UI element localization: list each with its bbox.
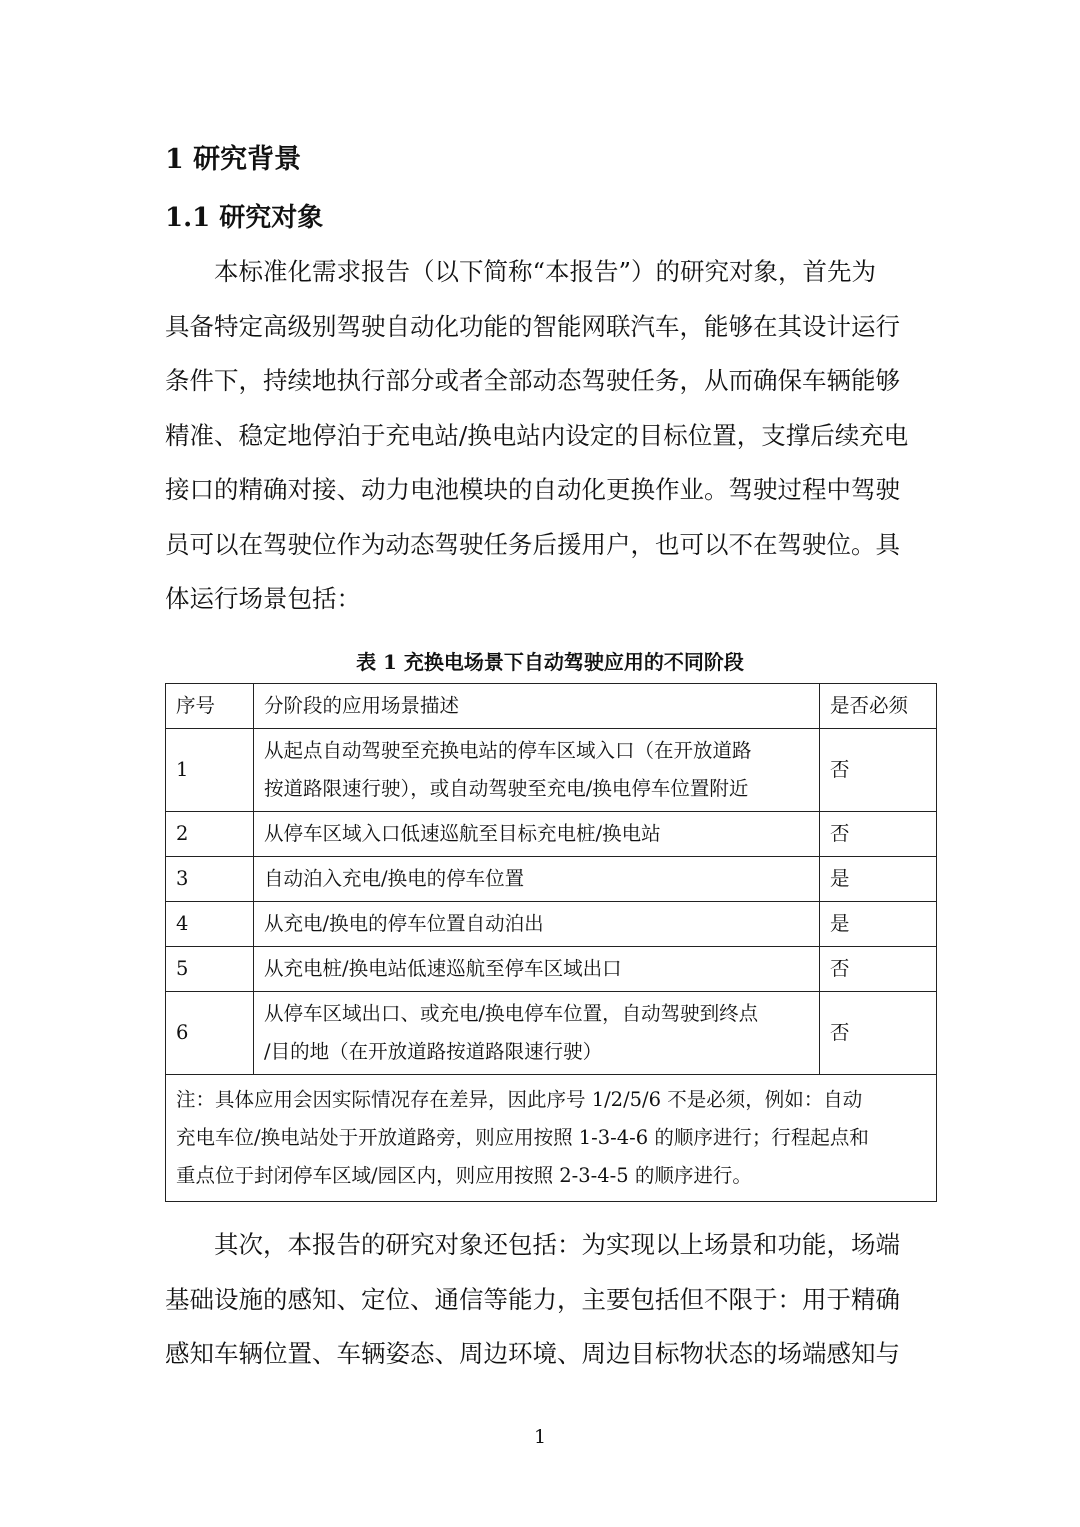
- row-required: 否: [820, 812, 937, 857]
- row-desc-line: 从起点自动驾驶至充换电站的停车区域入口（在开放道路: [264, 739, 752, 762]
- table-row: [166, 947, 937, 992]
- table-row: [166, 857, 937, 902]
- subsection-heading: 1.1 研究对象: [165, 203, 324, 233]
- note-line: 重点位于封闭停车区域/园区内，则应用按照 2-3-4-5 的顺序进行。: [176, 1164, 752, 1187]
- paragraph-line: 其次，本报告的研究对象还包括：为实现以上场景和功能，场端: [214, 1230, 900, 1259]
- table-row: [166, 992, 937, 1075]
- row-no: 4: [166, 902, 254, 947]
- row-desc: [254, 992, 820, 1075]
- row-no: 6: [166, 992, 254, 1075]
- paragraph-line: 条件下，持续地执行部分或者全部动态驾驶任务，从而确保车辆能够: [165, 366, 900, 395]
- table-row: [166, 729, 937, 812]
- paragraph-secondary-object: [165, 1218, 917, 1382]
- row-desc: 从停车区域入口低速巡航至目标充电桩/换电站: [254, 812, 820, 857]
- paragraph-research-object: [165, 245, 917, 627]
- row-required: 否: [820, 992, 937, 1075]
- row-desc-line: 按道路限速行驶），或自动驾驶至充电/换电停车位置附近: [264, 777, 749, 800]
- note-line: 充电车位/换电站处于开放道路旁，则应用按照 1-3-4-6 的顺序进行；行程起点和: [176, 1126, 869, 1149]
- row-no: 1: [166, 729, 254, 812]
- row-required: 否: [820, 729, 937, 812]
- paragraph-line: 基础设施的感知、定位、通信等能力，主要包括但不限于：用于精确: [165, 1284, 900, 1314]
- page-number: 1: [533, 1426, 547, 1448]
- paragraph-line: 精准、稳定地停泊于充电站/换电站内设定的目标位置，支撑后续充电: [165, 420, 909, 450]
- paragraph-line: 接口的精确对接、动力电池模块的自动化更换作业。驾驶过程中驾驶: [165, 475, 900, 504]
- row-desc: [254, 729, 820, 812]
- paragraph-line: 体运行场景包括：: [165, 584, 361, 613]
- table-row: [166, 902, 937, 947]
- table-note: [166, 1075, 937, 1202]
- table-row: [166, 812, 937, 857]
- row-no: 2: [166, 812, 254, 857]
- scenario-table: [165, 683, 937, 1202]
- paragraph-line: 具备特定高级别驾驶自动化功能的智能网联汽车，能够在其设计运行: [165, 311, 900, 341]
- paragraph-line: 感知车辆位置、车辆姿态、周边环境、周边目标物状态的场端感知与: [165, 1339, 900, 1368]
- table-header-row: [166, 684, 937, 729]
- row-desc-line: /目的地（在开放道路按道路限速行驶）: [264, 1040, 603, 1063]
- row-required: 否: [820, 947, 937, 992]
- paragraph-line: 员可以在驾驶位作为动态驾驶任务后援用户，也可以不在驾驶位。具: [165, 529, 900, 559]
- row-required: 是: [820, 902, 937, 947]
- section-heading: 1 研究背景: [165, 144, 302, 175]
- table-caption: 表 1 充换电场景下自动驾驶应用的不同阶段: [356, 650, 744, 674]
- row-no: 5: [166, 947, 254, 992]
- row-desc: 自动泊入充电/换电的停车位置: [254, 857, 820, 902]
- paragraph-line: 本标准化需求报告（以下简称“本报告”）的研究对象，首先为: [214, 257, 877, 286]
- row-desc-line: 从停车区域出口、或充电/换电停车位置，自动驾驶到终点: [264, 1002, 759, 1025]
- header-desc: 分阶段的应用场景描述: [254, 684, 820, 729]
- header-required: 是否必须: [820, 684, 937, 729]
- header-no: 序号: [166, 684, 254, 729]
- row-desc: 从充电桩/换电站低速巡航至停车区域出口: [254, 947, 820, 992]
- row-required: 是: [820, 857, 937, 902]
- row-desc: 从充电/换电的停车位置自动泊出: [254, 902, 820, 947]
- table-note-row: [166, 1075, 937, 1202]
- note-line: 注：具体应用会因实际情况存在差异，因此序号 1/2/5/6 不是必须，例如：自动: [176, 1088, 863, 1111]
- row-no: 3: [166, 857, 254, 902]
